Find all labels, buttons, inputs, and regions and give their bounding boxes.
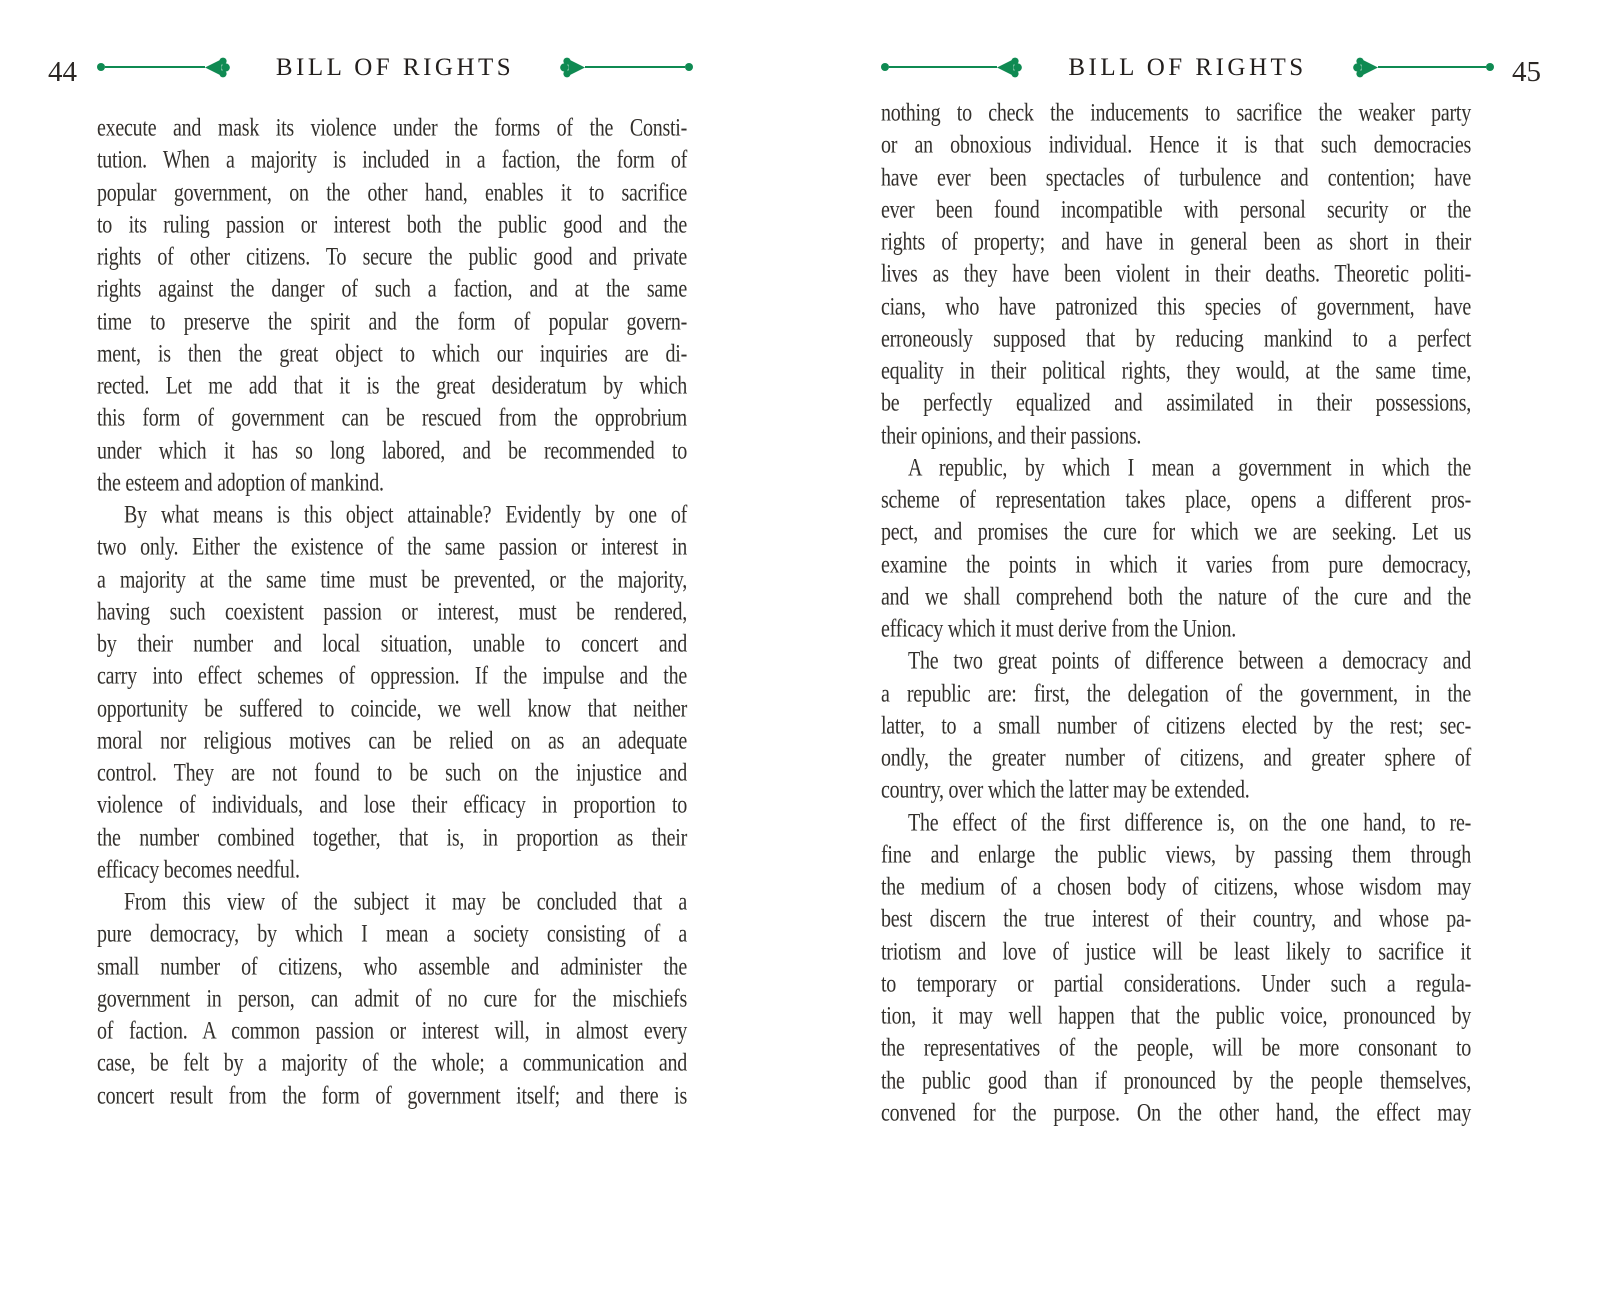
text-line: two only. Either the existence of the same passion or interest in [97,533,687,562]
text-line: cians, who have patronized this species of government, have [881,292,1471,321]
text-line: latter, to a small number of citizens elected by the rest; sec- [881,711,1471,740]
text-line: under which it has so long labored, and be recommended to [97,436,687,465]
page-left [48,46,693,1112]
text-line: From this view of the subject it may be concluded that a [124,887,687,916]
page-header [881,46,1541,88]
text-line: the number combined together, that is, in proportion as their [97,823,687,852]
text-line: have ever been spectacles of turbulence and contention; have [881,163,1471,192]
rule-dot-icon [1486,63,1494,71]
text-line: violence of individuals, and lose their efficacy in proportion to [97,791,687,820]
text-line: case, be felt by a majority of the whole; a communication and [97,1049,687,1078]
text-line: pure democracy, by which I mean a society consisting of a [97,920,687,949]
text-line: The effect of the first difference is, on the one hand, to re- [908,808,1471,837]
text-line: a majority at the same time must be prevented, or the majority, [97,565,687,594]
text-line: by their number and local situation, unable to concert and [97,629,687,658]
running-head-title: BILL OF RIGHTS [1068,53,1307,81]
text-line: fine and enlarge the public views, by passing them through [881,840,1471,869]
running-head-title: BILL OF RIGHTS [275,53,515,81]
page-right [881,46,1541,1129]
paragraph [881,97,1471,452]
text-line: government in person, can admit of no cure for the mischiefs [97,984,687,1013]
text-line: erroneously supposed that by reducing mankind to a perfect [881,324,1471,353]
header-rule [889,66,997,68]
text-line: be perfectly equalized and assimilated in their possessions, [881,389,1471,418]
text-line: rected. Let me add that it is the great desideratum by which [97,371,687,400]
paragraph [881,645,1471,806]
header-rule [1378,66,1486,68]
text-line: this form of government can be rescued from the opprobrium [97,404,687,433]
paragraph [97,886,687,1112]
paragraph [881,807,1471,1130]
fleuron-arrow-icon [997,55,1024,80]
text-line: A republic, by which I mean a government in which the [908,453,1471,482]
rule-dot-icon [97,63,105,71]
page-header [48,46,693,88]
text-line: The two great points of difference between a democracy and [908,647,1471,676]
text-line: rights against the danger of such a faction, and at the same [97,275,687,304]
text-line: of faction. A common passion or interest will, in almost every [97,1016,687,1045]
text-line: their opinions, and their passions. [881,421,1142,450]
header-rule [105,66,205,68]
text-line: efficacy which it must derive from the Union. [881,614,1236,643]
text-line: small number of citizens, who assemble and administer the [97,952,687,981]
text-line: to its ruling passion or interest both the public good and the [97,210,687,239]
paragraph [97,499,687,886]
page-number: 44 [48,55,77,88]
rule-dot-icon [881,63,889,71]
text-line: popular government, on the other hand, enables it to sacrifice [97,178,687,207]
text-line: to temporary or partial considerations. Under such a regula- [881,969,1471,998]
text-line: tion, it may well happen that the public voice, pronounced by [881,1001,1471,1030]
fleuron-arrow-icon [1351,55,1378,80]
fleuron-arrow-icon [205,55,232,80]
rule-dot-icon [685,63,693,71]
text-line: time to preserve the spirit and the form of popular govern- [97,307,687,336]
fleuron-arrow-icon [558,55,585,80]
text-line: tution. When a majority is included in a faction, the form of [97,146,687,175]
page-body-text [881,97,1471,1129]
text-line: execute and mask its violence under the forms of the Consti- [97,113,687,142]
text-line: ment, is then the great object to which our inquiries are di- [97,339,687,368]
text-line: having such coexistent passion or interest, must be rendered, [97,597,687,626]
text-line: convened for the purpose. On the other hand, the effect may [881,1098,1471,1127]
text-line: country, over which the latter may be extended. [881,776,1250,805]
text-line: ondly, the greater number of citizens, and greater sphere of [881,743,1471,772]
text-line: the medium of a chosen body of citizens, whose wisdom may [881,872,1471,901]
text-line: the esteem and adoption of mankind. [97,468,384,497]
text-line: and we shall comprehend both the nature of the cure and the [881,582,1471,611]
text-line: the public good than if pronounced by the people themselves, [881,1066,1471,1095]
text-line: or an obnoxious individual. Hence it is that such democracies [881,131,1471,160]
paragraph [97,112,687,499]
text-line: opportunity be suffered to coincide, we well know that neither [97,694,687,723]
text-line: ever been found incompatible with personal security or the [881,195,1471,224]
text-line: efficacy becomes needful. [97,855,300,884]
header-rule [585,66,685,68]
text-line: rights of property; and have in general been as short in their [881,227,1471,256]
text-line: lives as they have been violent in their deaths. Theoretic politi- [881,260,1471,289]
text-line: pect, and promises the cure for which we are seeking. Let us [881,518,1471,547]
text-line: nothing to check the inducements to sacrifice the weaker party [881,98,1471,127]
text-line: examine the points in which it varies from pure democracy, [881,550,1471,579]
text-line: rights of other citizens. To secure the public good and private [97,242,687,271]
text-line: carry into effect schemes of oppression. If the impulse and the [97,662,687,691]
text-line: concert result from the form of government itself; and there is [97,1081,687,1110]
paragraph [881,452,1471,646]
text-line: triotism and love of justice will be least likely to sacrifice it [881,937,1471,966]
text-line: equality in their political rights, they would, at the same time, [881,356,1471,385]
page-number: 45 [1512,55,1542,88]
text-line: the representatives of the people, will be more consonant to [881,1034,1471,1063]
text-line: scheme of representation takes place, opens a different pros- [881,485,1471,514]
text-line: By what means is this object attainable? Evidently by one of [124,500,687,529]
text-line: a republic are: first, the delegation of the government, in the [881,679,1471,708]
text-line: moral nor religious motives can be relied on as an adequate [97,726,687,755]
text-line: best discern the true interest of their country, and whose pa- [881,905,1471,934]
text-line: control. They are not found to be such on the injustice and [97,758,687,787]
page-body-text [97,112,687,1112]
